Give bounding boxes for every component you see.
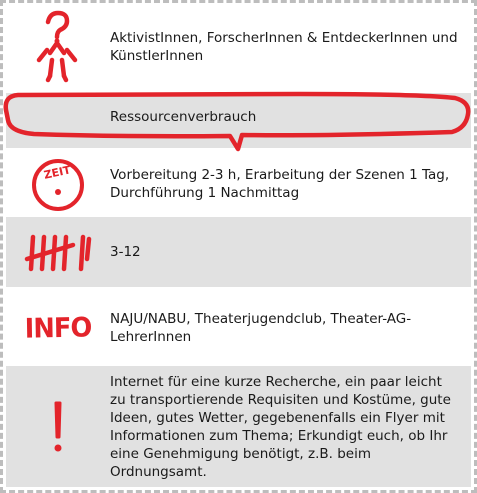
participants-text: 3-12: [110, 244, 141, 260]
zeit-label: ZEIT: [42, 163, 72, 182]
notes-text: Internet für eine kurze Recherche, ein paar leicht zu transportierende Requisiten und Kostüme, gute Ideen, gutes Wetter, gegebenenfalls ein Flyer mit Informationen zum Thema; Erkundigt euch, ob Ihr eine Genehmigung benötigt, z.B. beim Ordnungsamt.: [110, 373, 451, 480]
time-text: Vorbereitung 2-3 h, Erarbeitung der Szenen 1 Tag, Durchführung 1 Nachmittag: [110, 167, 450, 201]
info-icon: [6, 313, 110, 344]
row-participants: [6, 217, 471, 287]
row-time: [6, 153, 471, 215]
info-text: NAJU/NABU, Theaterjugendclub, Theater-AG- LehrerInnen: [110, 311, 412, 345]
row-target-group: [6, 6, 471, 88]
target-group-text: AktivistInnen, ForscherInnen & EntdeckerInnen und KünstlerInnen: [110, 30, 458, 64]
info-label: INFO: [24, 311, 92, 345]
person-question-icon: [6, 10, 110, 84]
tally-marks-icon: [6, 229, 110, 275]
speech-bubble-icon: [0, 88, 477, 160]
exclamation-icon: [6, 397, 110, 457]
resources-text: Ressourcenverbrauch: [110, 108, 257, 125]
row-info: [6, 292, 471, 364]
row-notes: [6, 366, 471, 487]
clock-zeit-icon: [6, 155, 110, 213]
